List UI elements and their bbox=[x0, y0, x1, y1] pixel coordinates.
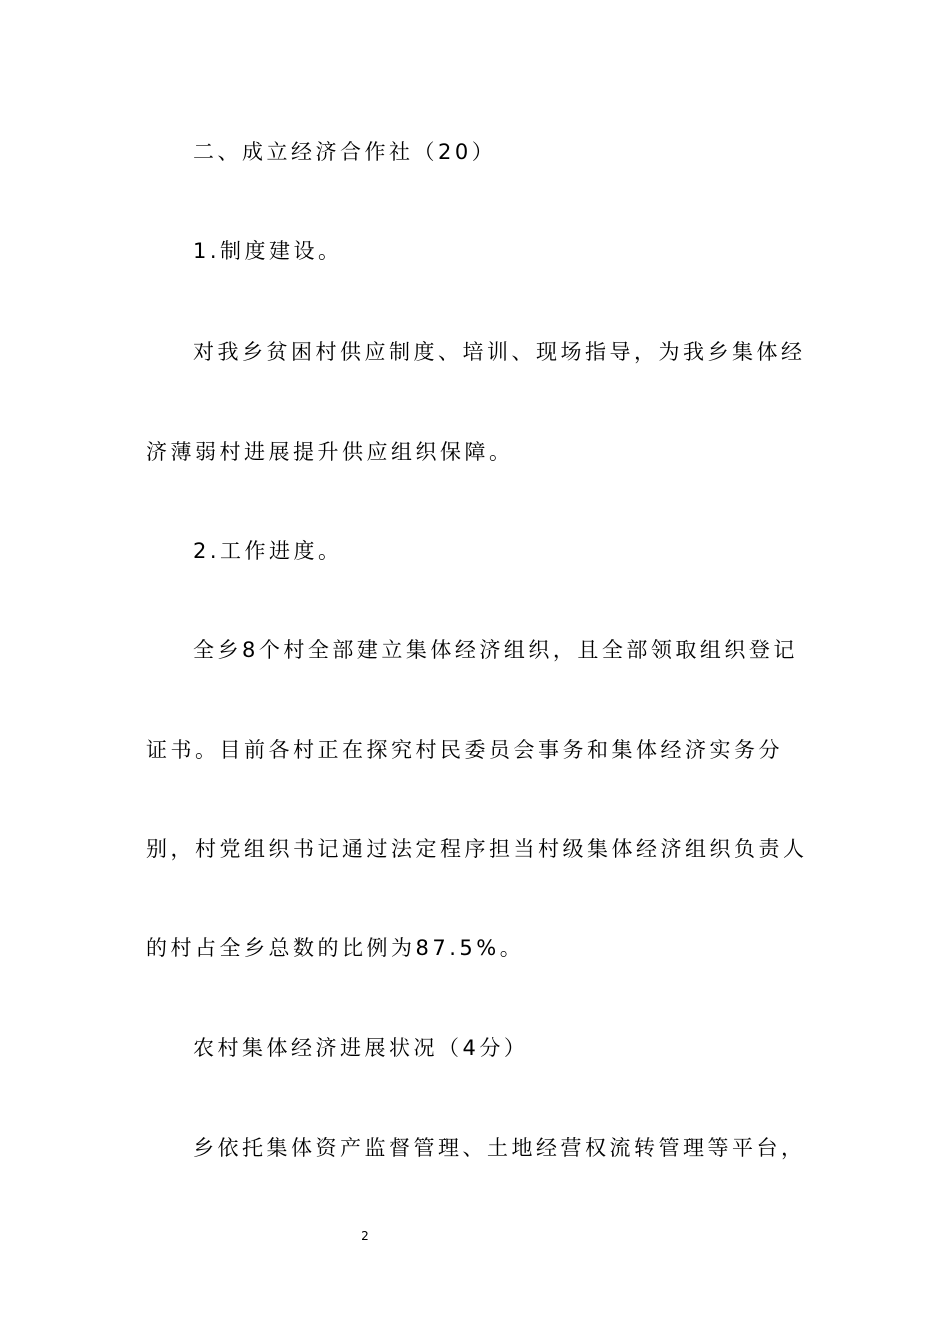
page-number: 2 bbox=[361, 1229, 369, 1243]
subheading-system-construction: 1.制度建设。 bbox=[193, 239, 343, 263]
subheading-work-progress: 2.工作进度。 bbox=[193, 539, 343, 563]
paragraph-line: 济薄弱村进展提升供应组织保障。 bbox=[146, 440, 514, 464]
paragraph-line: 证书。目前各村正在探究村民委员会事务和集体经济实务分 bbox=[146, 738, 783, 762]
paragraph-line: 的村占全乡总数的比例为87.5%。 bbox=[146, 936, 525, 960]
paragraph-line: 乡依托集体资产监督管理、土地经营权流转管理等平台， bbox=[193, 1136, 806, 1160]
paragraph-line: 对我乡贫困村供应制度、培训、现场指导，为我乡集体经 bbox=[193, 340, 806, 364]
paragraph-line: 全乡8个村全部建立集体经济组织，且全部领取组织登记 bbox=[193, 638, 798, 662]
paragraph-line: 别，村党组织书记通过法定程序担当村级集体经济组织负责人 bbox=[146, 837, 808, 861]
subheading-collective-economy: 农村集体经济进展状况（4分） bbox=[193, 1036, 529, 1060]
section-heading: 二、成立经济合作社（20） bbox=[193, 140, 497, 164]
